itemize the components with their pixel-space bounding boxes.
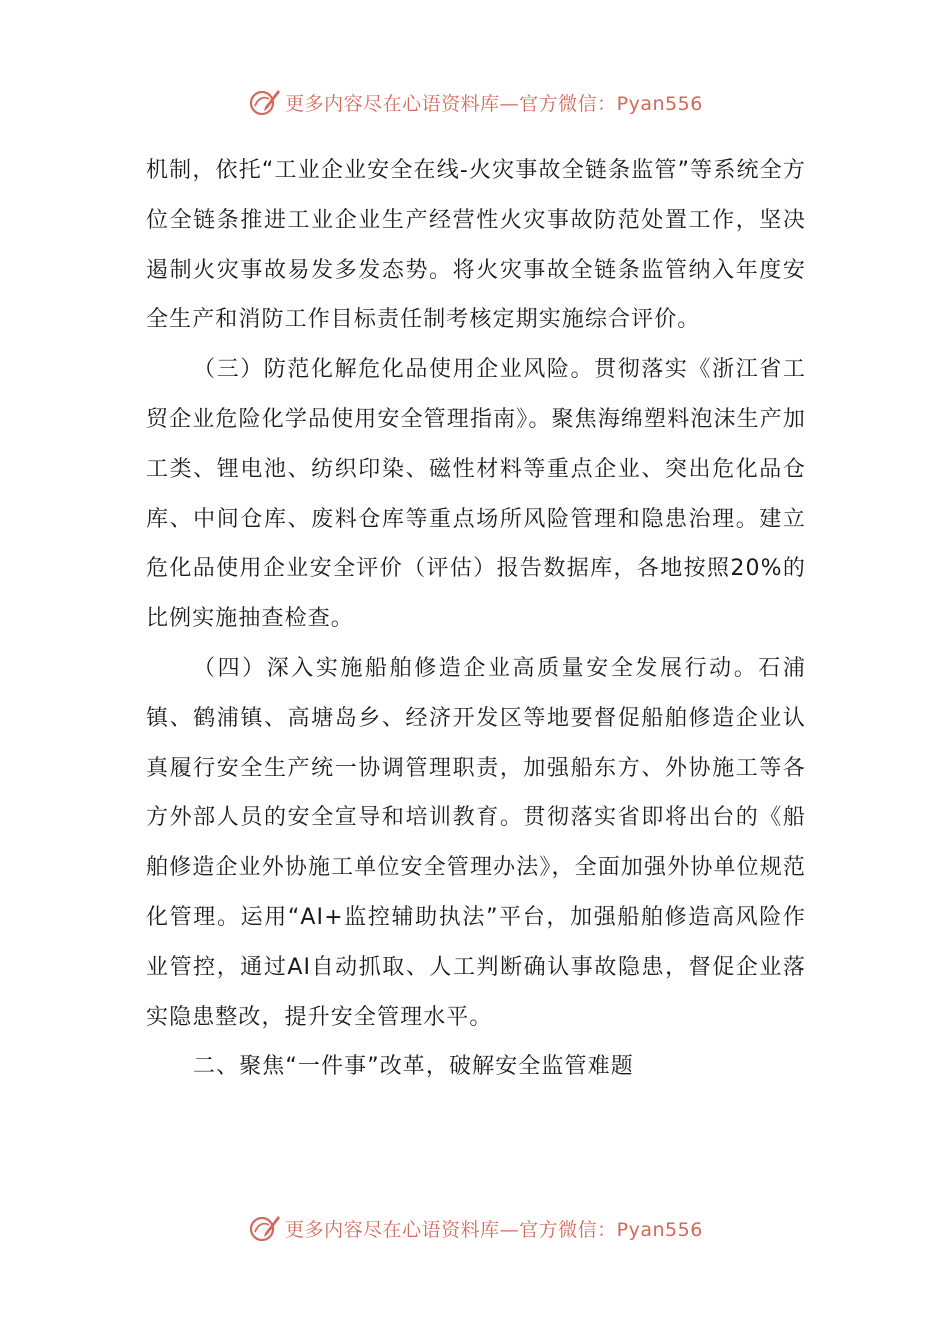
paragraph-hazchem-risk: （三）防范化解危化品使用企业风险。贯彻落实《浙江省工贸企业危险化学品使用安全管理指南》。聚焦海绵塑料泡沫生产加工类、锂电池、纺织印染、磁性材料等重点企业、突出危化品仓库、中间仓库、废料仓库等重点场所风险管理和隐患治理。建立危化品使用企业安全评价（评估）报告数据库，各地按照20%的比例实施抽查检查。	[146, 357, 806, 632]
paragraph-shipbuilding-safety: （四）深入实施船舶修造企业高质量安全发展行动。石浦镇、鹤浦镇、高塘岛乡、经济开发区等地要督促船舶修造企业认真履行安全生产统一协调管理职责，加强船东方、外协施工等各方外部人员的安全宣导和培训教育。贯彻落实省即将出台的《船舶修造企业外协施工单位安全管理办法》，全面加强外协单位规范化管理。运用“AI+监控辅助执法”平台，加强船舶修造高风险作业管控，通过AI自动抓取、人工判断确认事故隐患，督促企业落实隐患整改，提升安全管理水平。	[146, 655, 806, 1030]
watermark-wechat: 官方微信：Pyan556	[519, 92, 703, 115]
watermark-text: 更多内容尽在心语资料库—	[285, 92, 520, 115]
pen-logo-icon	[247, 85, 281, 119]
pen-logo-icon	[247, 1211, 281, 1245]
paragraph-fire-mechanism: 机制，依托“工业企业安全在线-火灾事故全链条监管”等系统全方位全链条推进工业企业生产经营性火灾事故防范处置工作，坚决遏制火灾事故易发多发态势。将火灾事故全链条监管纳入年度安全生产和消防工作目标责任制考核定期实施综合评价。	[146, 158, 806, 333]
watermark-wechat: 官方微信：Pyan556	[519, 1218, 703, 1241]
watermark-text: 更多内容尽在心语资料库—	[285, 1218, 520, 1241]
footer-watermark	[0, 1208, 950, 1248]
header-watermark	[0, 82, 950, 122]
document-body	[146, 146, 806, 1092]
section-heading-reform: 二、聚焦“一件事”改革，破解安全监管难题	[193, 1054, 634, 1080]
